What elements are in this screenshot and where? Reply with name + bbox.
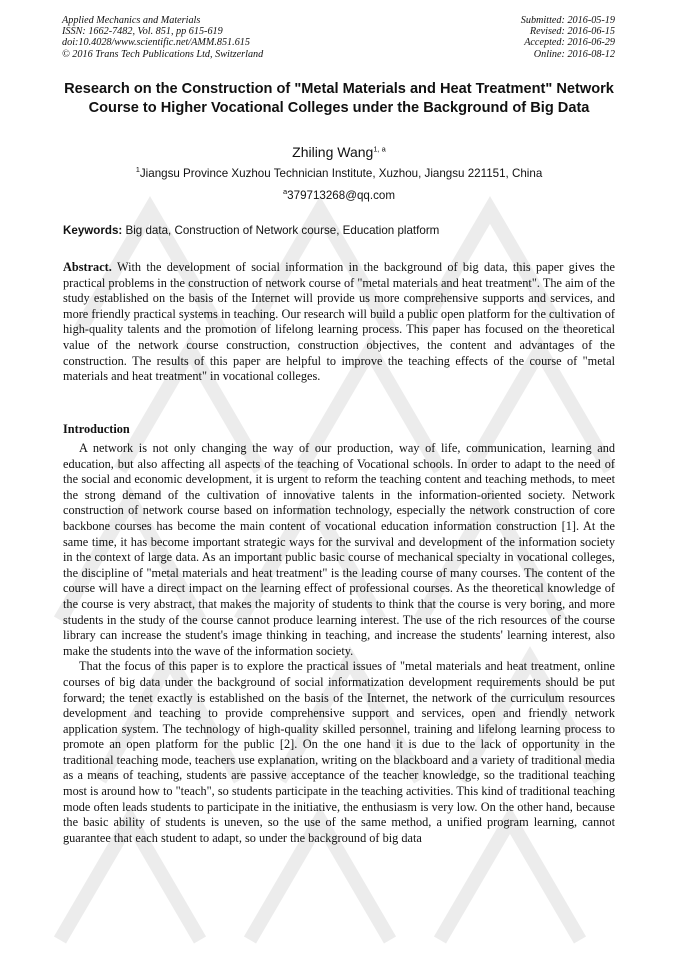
author-name: Zhiling Wang bbox=[292, 144, 374, 160]
author-sup: 1, a bbox=[373, 144, 386, 154]
journal-doi: doi:10.4028/www.scientific.net/AMM.851.615 bbox=[62, 37, 250, 49]
introduction-body bbox=[63, 441, 615, 846]
author bbox=[0, 143, 678, 161]
journal-name: Applied Mechanics and Materials bbox=[62, 15, 201, 26]
paragraph: A network is not only changing the way of our production, way of life, communication, learning and education, but also affecting all aspects of the teaching of Vocational schools. In order to adapt to the need of the social and economic development, it is urgent to reform the teaching content and teaching methods, to meet the strong demand of the cultivation of innovative talents in the information-oriented society. Network construction of network course based on information technology, especially the network construction of core backbone courses has become the main content of vocational education information construction [1]. At the same time, it has become important strategic ways for the survival and development of the information society in the context of large data. As an important public basic course of mechanical specialty in vocational colleges, the discipline of "metal materials and heat treatment" is the leading course of many courses. The content of the course will have a direct impact on the learning effect of professional courses. As the theoretical knowledge of the course is very abstract, that makes the majority of students to think that the course is very boring, and more students in the study of the course cannot produce learning interest. The use of the rich resources of the course library can increase the student's image thinking in teaching, and increase the students' learning interest, also make the students into the wave of the information society. bbox=[63, 441, 615, 658]
keywords-label: Keywords: bbox=[63, 224, 123, 237]
author-email bbox=[0, 188, 678, 203]
abstract-text: With the development of social information in the background of big data, this paper gives the practical problems in the construction of network course of "metal materials and heat treatment". The aim of the study established on the basis of the Internet will provide us more comprehensive supports and services, and more friendly practical systems in teaching. Our research will build a public open platform for the cultivation of high-quality talents and the promotion of lifelong learning process. This paper has focused on the theoretical value of the network course construction, construction objectives, the content and advantages of the construction. The results of this paper are helpful to improve the teaching effects of the course of "metal materials and heat treatment" in vocational colleges. bbox=[63, 260, 615, 384]
email-text: 379713268@qq.com bbox=[287, 189, 395, 202]
paragraph: That the focus of this paper is to explore the practical issues of "metal materials and heat treatment, online courses of big data under the background of social informatization development requirements should be put forward; the tenet exactly is established on the basis of the Internet, the network of the curriculum resources development and teaching to provide comprehensive support and services, open and friendly network application system. The technology of high-quality skilled personnel, training and lifelong learning process to promote an open platform for the public [2]. On the one hand it is due to the lack of opportunity in the traditional teaching mode, teachers use explanation, writing on the blackboard and a variety of traditional media as a means of teaching, students are passive acceptance of the teacher knowledge, so the traditional teaching most is around how to "teach", so students participate in the teaching activities. This kind of traditional teaching mode often leads students to participate in the initiative, the enthusiasm is very low. On the other hand, because the basic ability of students is uneven, so the use of the same method, a unified program learning, cannot guarantee that each student to adapt, so under the background of big data bbox=[63, 659, 615, 845]
journal-copyright: © 2016 Trans Tech Publications Ltd, Switzerland bbox=[62, 48, 264, 60]
abstract-label: Abstract. bbox=[63, 260, 112, 274]
date-revised: Revised: 2016-06-15 bbox=[529, 26, 615, 38]
email-sup: a bbox=[283, 187, 288, 197]
affiliation-text: Jiangsu Province Xuzhou Technician Institute, Xuzhou, Jiangsu 221151, China bbox=[139, 167, 543, 180]
abstract bbox=[63, 260, 615, 385]
publication-dates bbox=[521, 15, 615, 60]
journal-issn: ISSN: 1662-7482, Vol. 851, pp 615-619 bbox=[62, 26, 223, 38]
affiliation bbox=[0, 166, 678, 181]
keywords bbox=[63, 223, 615, 238]
affiliation-sup: 1 bbox=[135, 165, 140, 175]
keywords-text: Big data, Construction of Network course, Education platform bbox=[122, 224, 440, 237]
date-online: Online: 2016-08-12 bbox=[533, 48, 615, 60]
journal-info bbox=[62, 15, 263, 60]
date-submitted: Submitted: 2016-05-19 bbox=[520, 15, 615, 26]
paper-title: Research on the Construction of "Metal Materials and Heat Treatment" Network Course to Higher Vocational Colleges under the Background of Big Data bbox=[64, 81, 614, 116]
section-heading-introduction: Introduction bbox=[63, 422, 130, 436]
date-accepted: Accepted: 2016-06-29 bbox=[524, 37, 615, 49]
